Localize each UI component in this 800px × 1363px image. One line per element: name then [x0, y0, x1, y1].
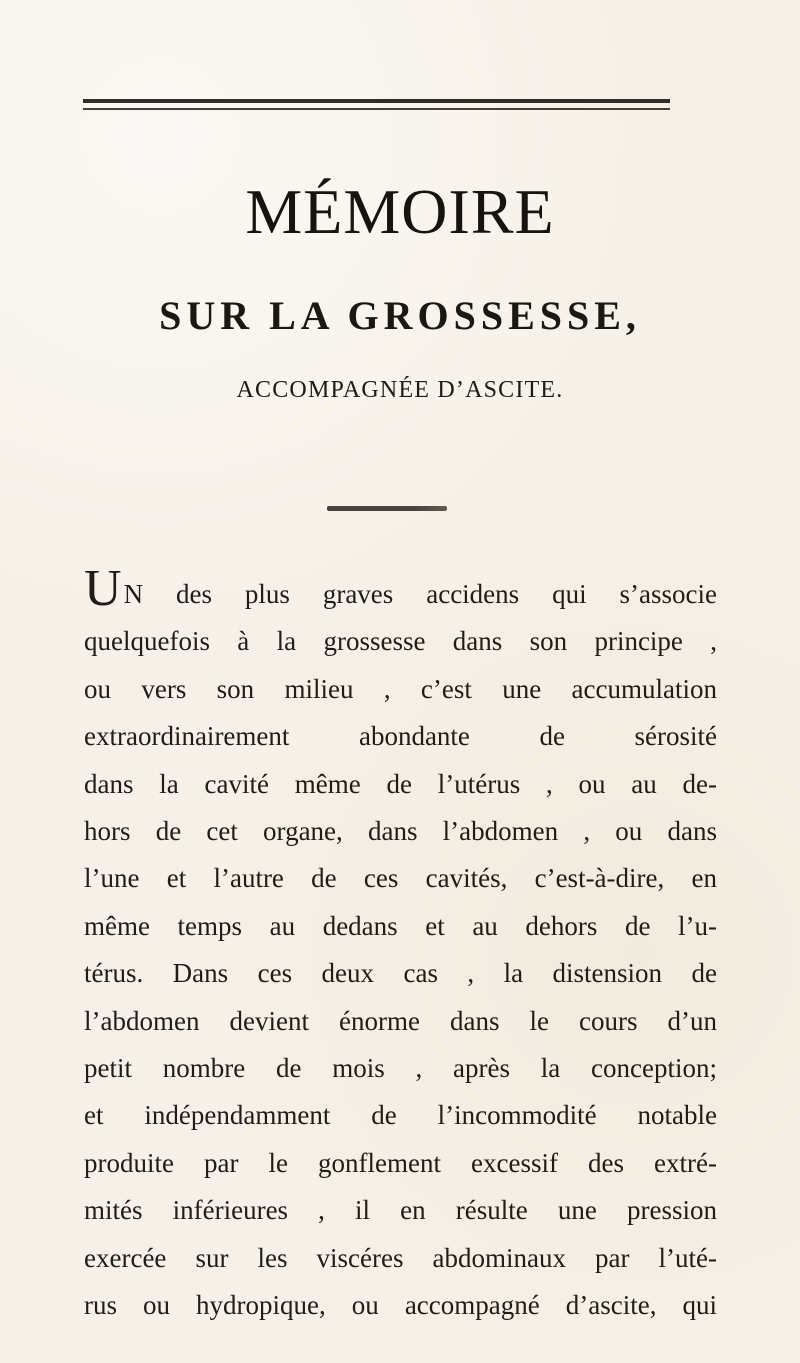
section-divider [327, 506, 447, 511]
document-subsubtitle: ACCOMPAGNÉE D’ASCITE. [236, 377, 564, 403]
text-line-12: et indépendamment de l’incommodité notable [84, 1100, 717, 1131]
document-title: MÉMOIRE [245, 176, 555, 247]
text-line-14: mités inférieures , il en résulte une pression [84, 1195, 717, 1226]
document-subtitle: SUR LA GROSSESSE, [159, 293, 641, 338]
text-line-8: même temps au dedans et au dehors de l’u- [84, 910, 717, 941]
text-line-2: quelquefois à la grossesse dans son principe , [84, 626, 717, 657]
text-line-4: extraordinairement abondante de sérosité [84, 721, 717, 752]
text-line-1 [84, 568, 717, 618]
top-decorative-rule [83, 96, 670, 114]
text-line-11: petit nombre de mois , après la conception; [84, 1053, 717, 1084]
text-line-10: l’abdomen devient énorme dans le cours d’un [84, 1005, 717, 1036]
text-line-16: rus ou hydropique, ou accompagné d’ascite, qui [84, 1290, 717, 1321]
text-line-15: exercée sur les viscéres abdominaux par l’uté- [84, 1242, 717, 1273]
text-line-1-content: N des plus graves accidens qui s’associe [123, 579, 717, 609]
text-line-3: ou vers son milieu , c’est une accumulation [84, 673, 717, 704]
text-line-9: térus. Dans ces deux cas , la distension de [84, 958, 717, 989]
text-line-7: l’une et l’autre de ces cavités, c’est-à-dire, en [84, 863, 717, 894]
body-paragraph [84, 568, 717, 1330]
text-line-13: produite par le gonflement excessif des extré- [84, 1147, 717, 1178]
text-line-5: dans la cavité même de l’utérus , ou au de- [84, 768, 717, 799]
text-line-6: hors de cet organe, dans l’abdomen , ou dans [84, 816, 717, 847]
drop-cap: U [84, 568, 122, 617]
